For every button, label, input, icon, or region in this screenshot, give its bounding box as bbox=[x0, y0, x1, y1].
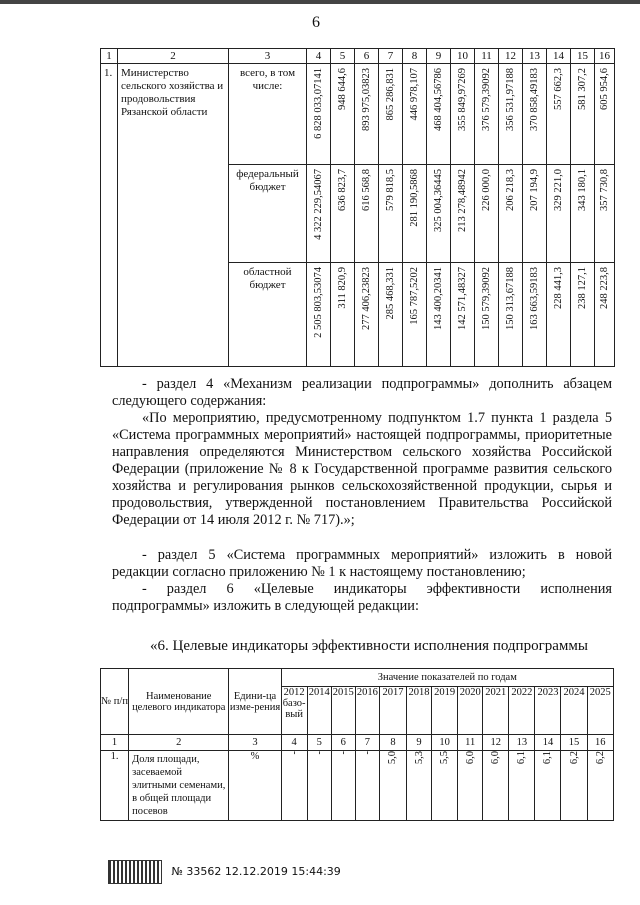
value-cell: 206 218,3 bbox=[505, 169, 516, 211]
table-cell bbox=[451, 165, 475, 263]
value-cell: 311 820,9 bbox=[337, 267, 348, 309]
table-cell: 16 bbox=[587, 735, 613, 751]
table-cell bbox=[547, 263, 571, 367]
table-cell: 1 bbox=[101, 735, 129, 751]
table-cell: 11 bbox=[458, 735, 483, 751]
table-cell bbox=[403, 263, 427, 367]
value-cell: 143 400,20341 bbox=[433, 267, 444, 330]
value-cell: 356 531,97188 bbox=[505, 68, 516, 131]
table-cell bbox=[307, 64, 331, 165]
table-cell bbox=[379, 64, 403, 165]
col-num: 8 bbox=[403, 49, 427, 64]
table-cell: 7 bbox=[355, 735, 379, 751]
col-num: 6 bbox=[355, 49, 379, 64]
col-num: 1 bbox=[101, 49, 118, 64]
table-cell bbox=[281, 751, 307, 821]
value-cell: 370 858,49183 bbox=[529, 68, 540, 131]
value-cell: 226 000,0 bbox=[481, 169, 492, 211]
table-cell bbox=[523, 165, 547, 263]
value-cell: 165 787,5202 bbox=[409, 267, 420, 325]
table-cell bbox=[595, 64, 615, 165]
table-cell bbox=[571, 165, 595, 263]
table-cell bbox=[499, 263, 523, 367]
year-header: 2012 базо-вый bbox=[281, 687, 307, 735]
value-cell: 4 322 229,54067 bbox=[313, 169, 324, 240]
section-heading: «6. Целевые индикаторы эффективности исполнения подпрограммы bbox=[150, 638, 588, 654]
indicator-value: 5,0 bbox=[387, 751, 399, 765]
table-cell bbox=[547, 165, 571, 263]
table-cell bbox=[499, 64, 523, 165]
table-cell bbox=[379, 263, 403, 367]
table-cell bbox=[451, 64, 475, 165]
value-cell: 616 568,8 bbox=[361, 169, 372, 211]
value-cell: 248 223,8 bbox=[599, 267, 610, 309]
indicator-row bbox=[101, 751, 614, 821]
header-years-group: Значение показателей по годам bbox=[281, 669, 613, 687]
table-cell bbox=[355, 64, 379, 165]
table-cell bbox=[475, 263, 499, 367]
table-cell bbox=[355, 165, 379, 263]
year-header: 2017 bbox=[379, 687, 406, 735]
indicator-value: - bbox=[337, 751, 349, 755]
table-cell: 6 bbox=[331, 735, 355, 751]
value-cell: 6 828 033,07141 bbox=[313, 68, 324, 139]
table-cell: 10 bbox=[432, 735, 458, 751]
indicator-value: - bbox=[313, 751, 325, 755]
value-cell: 150 579,39092 bbox=[481, 267, 492, 330]
value-cell: 285 468,331 bbox=[385, 267, 396, 320]
table-cell bbox=[407, 751, 432, 821]
value-cell: 581 307,2 bbox=[577, 68, 588, 110]
year-header: 2014 bbox=[307, 687, 331, 735]
value-cell: 865 286,831 bbox=[385, 68, 396, 121]
table-cell bbox=[427, 165, 451, 263]
value-cell: 579 818,5 bbox=[385, 169, 396, 211]
table-cell bbox=[427, 263, 451, 367]
year-header: 2024 bbox=[561, 687, 587, 735]
indicator-value: 6,1 bbox=[516, 751, 528, 765]
year-header: 2025 bbox=[587, 687, 613, 735]
table-cell: 8 bbox=[379, 735, 406, 751]
col-num: 16 bbox=[595, 49, 615, 64]
table-cell bbox=[331, 263, 355, 367]
table-cell bbox=[475, 64, 499, 165]
row-total bbox=[101, 64, 615, 165]
document-footer bbox=[108, 860, 341, 884]
value-cell: 277 406,23823 bbox=[361, 267, 372, 330]
year-header: 2015 bbox=[331, 687, 355, 735]
value-cell: 238 127,1 bbox=[577, 267, 588, 309]
table-cell bbox=[595, 263, 615, 367]
indicator-value: - bbox=[288, 751, 300, 755]
indicator-no: 1. bbox=[101, 751, 129, 821]
indicator-value: 6,0 bbox=[464, 751, 476, 765]
value-cell: 893 975,03823 bbox=[361, 68, 372, 131]
value-cell: 376 579,39092 bbox=[481, 68, 492, 131]
table-cell bbox=[307, 751, 331, 821]
value-cell: 207 194,9 bbox=[529, 169, 540, 211]
col-num: 3 bbox=[229, 49, 307, 64]
value-cell: 605 954,6 bbox=[599, 68, 610, 110]
indicator-value: 6,1 bbox=[542, 751, 554, 765]
table-cell bbox=[571, 263, 595, 367]
table-cell bbox=[535, 751, 561, 821]
value-cell: 446 978,107 bbox=[409, 68, 420, 121]
paragraph-section6: - раздел 6 «Целевые индикаторы эффективности исполнения подпрограммы» изложить в следующей редакции: bbox=[112, 581, 612, 614]
table-cell bbox=[403, 64, 427, 165]
table-cell bbox=[307, 263, 331, 367]
col-num: 5 bbox=[331, 49, 355, 64]
col-num: 14 bbox=[547, 49, 571, 64]
header-name: Наименование целевого индикатора bbox=[129, 669, 229, 735]
row-number: 1. bbox=[101, 64, 118, 367]
table-cell bbox=[331, 165, 355, 263]
value-cell: 142 571,48327 bbox=[457, 267, 468, 330]
indicator-value: - bbox=[361, 751, 373, 755]
value-cell: 325 004,36445 bbox=[433, 169, 444, 232]
col-num: 13 bbox=[523, 49, 547, 64]
indicator-unit: % bbox=[229, 751, 281, 821]
table-cell bbox=[355, 263, 379, 367]
table-cell: 4 bbox=[281, 735, 307, 751]
funding-table-header bbox=[101, 49, 615, 64]
value-cell: 228 441,3 bbox=[553, 267, 564, 309]
table-cell bbox=[523, 64, 547, 165]
row-label: всего, в том числе: bbox=[229, 64, 307, 165]
table-cell bbox=[547, 64, 571, 165]
indicator-value: 5,5 bbox=[439, 751, 451, 765]
table-cell: 5 bbox=[307, 735, 331, 751]
paragraph-quote: «По мероприятию, предусмотренному подпунктом 1.7 пункта 1 раздела 5 «Система программных мероприятий» настоящей подпрограммы, приоритетные направления определяются Министерством сельского хозяйства Российской Федерации (приложение № 8 к Государственной программе развития сельского хозяйства и регулирования рынков сельскохозяйственной продукции, сырья и продовольствия, утвержденной постановлением Правительства Российской Федерации от 14 июля 2012 г. № 717).»; bbox=[112, 410, 612, 528]
organization-name: Министерство сельского хозяйства и продовольствия Рязанской области bbox=[118, 64, 229, 367]
table-cell: 12 bbox=[483, 735, 509, 751]
table-cell bbox=[432, 751, 458, 821]
value-cell: 468 404,56786 bbox=[433, 68, 444, 131]
table-cell: 15 bbox=[561, 735, 587, 751]
indicator-value: 6,0 bbox=[490, 751, 502, 765]
table-cell bbox=[331, 64, 355, 165]
indicator-value: 6,2 bbox=[568, 751, 580, 765]
registration-stamp-text: № 33562 12.12.2019 15:44:39 bbox=[171, 865, 341, 878]
year-header: 2020 bbox=[458, 687, 483, 735]
table-cell bbox=[379, 165, 403, 263]
value-cell: 281 190,5868 bbox=[409, 169, 420, 227]
table-cell bbox=[571, 64, 595, 165]
indicators-table bbox=[100, 668, 614, 821]
col-num: 10 bbox=[451, 49, 475, 64]
table-cell bbox=[458, 751, 483, 821]
table-cell bbox=[475, 165, 499, 263]
scan-edge bbox=[0, 0, 640, 4]
value-cell: 557 662,3 bbox=[553, 68, 564, 110]
value-cell: 163 663,59183 bbox=[529, 267, 540, 330]
col-num: 7 bbox=[379, 49, 403, 64]
value-cell: 357 730,8 bbox=[599, 169, 610, 211]
col-num: 2 bbox=[118, 49, 229, 64]
table-cell bbox=[451, 263, 475, 367]
table-cell bbox=[523, 263, 547, 367]
value-cell: 636 823,7 bbox=[337, 169, 348, 211]
value-cell: 150 313,67188 bbox=[505, 267, 516, 330]
table-cell bbox=[499, 165, 523, 263]
table-cell: 14 bbox=[535, 735, 561, 751]
year-header: 2019 bbox=[432, 687, 458, 735]
funding-table bbox=[100, 48, 615, 367]
table-cell bbox=[483, 751, 509, 821]
indicator-value: 5,3 bbox=[413, 751, 425, 765]
table-cell bbox=[379, 751, 406, 821]
table-cell bbox=[509, 751, 535, 821]
table-cell bbox=[331, 751, 355, 821]
header-no: № п/п bbox=[101, 669, 129, 735]
column-numbers-row bbox=[101, 735, 614, 751]
col-num: 15 bbox=[571, 49, 595, 64]
col-num: 4 bbox=[307, 49, 331, 64]
table-cell bbox=[403, 165, 427, 263]
indicator-name: Доля площади, засеваемой элитными семенами, в общей площади посевов bbox=[129, 751, 229, 821]
col-num: 9 bbox=[427, 49, 451, 64]
value-cell: 2 505 803,53074 bbox=[313, 267, 324, 338]
year-header: 2023 bbox=[535, 687, 561, 735]
government-seal-icon bbox=[108, 860, 162, 884]
col-num: 12 bbox=[499, 49, 523, 64]
value-cell: 343 180,1 bbox=[577, 169, 588, 211]
year-header: 2016 bbox=[355, 687, 379, 735]
row-label: федеральный бюджет bbox=[229, 165, 307, 263]
paragraph-section4: - раздел 4 «Механизм реализации подпрограммы» дополнить абзацем следующего содержания: bbox=[112, 376, 612, 409]
page-number: 6 bbox=[312, 14, 320, 31]
value-cell: 355 849,97269 bbox=[457, 68, 468, 131]
table-cell: 3 bbox=[229, 735, 281, 751]
year-header: 2022 bbox=[509, 687, 535, 735]
year-header: 2018 bbox=[407, 687, 432, 735]
table-cell: 9 bbox=[407, 735, 432, 751]
value-cell: 948 644,6 bbox=[337, 68, 348, 110]
row-label: областной бюджет bbox=[229, 263, 307, 367]
table-cell: 2 bbox=[129, 735, 229, 751]
year-header: 2021 bbox=[483, 687, 509, 735]
table-cell bbox=[587, 751, 613, 821]
header-unit: Едини-ца изме-рения bbox=[229, 669, 281, 735]
value-cell: 213 278,48942 bbox=[457, 169, 468, 232]
col-num: 11 bbox=[475, 49, 499, 64]
table-cell bbox=[561, 751, 587, 821]
table-cell bbox=[355, 751, 379, 821]
table-cell bbox=[595, 165, 615, 263]
table-cell: 13 bbox=[509, 735, 535, 751]
paragraph-section5: - раздел 5 «Система программных мероприятий» изложить в новой редакции согласно приложению № 1 к настоящему постановлению; bbox=[112, 547, 612, 580]
table-cell bbox=[427, 64, 451, 165]
table-cell bbox=[307, 165, 331, 263]
value-cell: 329 221,0 bbox=[553, 169, 564, 211]
indicator-value: 6,2 bbox=[594, 751, 606, 765]
